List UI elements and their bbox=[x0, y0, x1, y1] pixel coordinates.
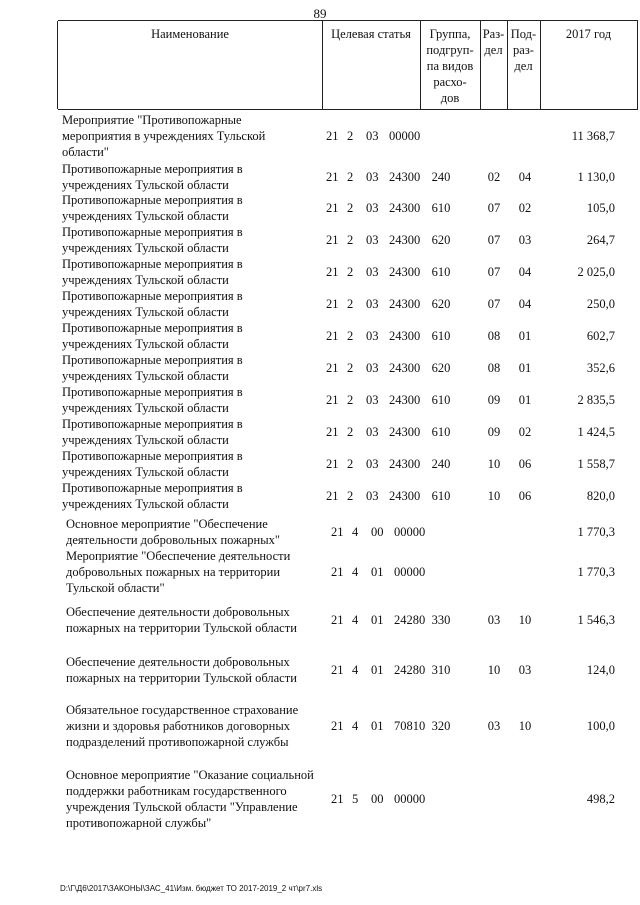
row-group: 240 bbox=[431, 170, 451, 184]
row-group: 320 bbox=[431, 719, 451, 733]
row-razdel: 02 bbox=[487, 170, 501, 184]
row-group: 610 bbox=[431, 489, 451, 503]
row-group: 620 bbox=[431, 361, 451, 375]
row-name: Обеспечение деятельности добровольных пожарных на территории Тульской области bbox=[66, 605, 297, 635]
row-name: Противопожарные мероприятия в учреждениях Тульской области bbox=[62, 193, 243, 223]
table-row bbox=[0, 352, 640, 384]
target-c1: 21 bbox=[326, 201, 339, 215]
row-podrazdel: 02 bbox=[518, 201, 532, 215]
target-c4: 24300 bbox=[389, 233, 421, 247]
target-c1: 21 bbox=[331, 525, 344, 539]
row-name: Противопожарные мероприятия в учреждениях Тульской области bbox=[62, 353, 243, 383]
row-name: Основное мероприятие "Обеспечение деятельности добровольных пожарных" bbox=[66, 517, 280, 547]
target-c2: 2 bbox=[347, 457, 354, 471]
row-amount: 602,7 bbox=[586, 329, 615, 343]
row-group: 610 bbox=[431, 201, 451, 215]
table-row bbox=[0, 767, 640, 831]
table-row bbox=[0, 224, 640, 256]
row-razdel: 10 bbox=[487, 663, 501, 677]
table-header bbox=[58, 20, 638, 110]
target-c3: 03 bbox=[366, 297, 379, 311]
target-c2: 2 bbox=[347, 201, 354, 215]
table-row bbox=[0, 448, 640, 480]
row-podrazdel: 06 bbox=[518, 489, 532, 503]
row-razdel: 07 bbox=[487, 233, 501, 247]
table-row bbox=[0, 320, 640, 352]
table-row bbox=[0, 516, 640, 548]
row-razdel: 09 bbox=[487, 425, 501, 439]
table-row bbox=[0, 384, 640, 416]
row-group: 330 bbox=[431, 613, 451, 627]
target-c1: 21 bbox=[326, 129, 339, 143]
target-c1: 21 bbox=[331, 663, 344, 677]
row-razdel: 03 bbox=[487, 719, 501, 733]
target-c2: 2 bbox=[347, 393, 354, 407]
target-c1: 21 bbox=[326, 457, 339, 471]
row-name: Основное мероприятие "Оказание социальной поддержки работникам государственного учреждения Тульской области "Управление противопожарной службы" bbox=[66, 768, 314, 830]
target-c2: 4 bbox=[352, 613, 359, 627]
row-podrazdel: 04 bbox=[518, 297, 532, 311]
target-c2: 2 bbox=[347, 265, 354, 279]
target-c3: 00 bbox=[371, 525, 384, 539]
row-group: 610 bbox=[431, 265, 451, 279]
target-c2: 2 bbox=[347, 233, 354, 247]
row-group: 620 bbox=[431, 233, 451, 247]
row-amount: 264,7 bbox=[586, 233, 615, 247]
target-c2: 2 bbox=[347, 489, 354, 503]
table-row bbox=[0, 654, 640, 686]
row-podrazdel: 10 bbox=[518, 719, 532, 733]
row-podrazdel: 01 bbox=[518, 329, 532, 343]
row-amount: 1 770,3 bbox=[577, 525, 615, 539]
target-c4: 24300 bbox=[389, 425, 421, 439]
target-c3: 01 bbox=[371, 719, 384, 733]
row-amount: 1 546,3 bbox=[577, 613, 615, 627]
table-row bbox=[0, 112, 640, 160]
target-c1: 21 bbox=[326, 361, 339, 375]
row-amount: 11 368,7 bbox=[571, 129, 615, 143]
row-amount: 2 835,5 bbox=[577, 393, 615, 407]
target-c3: 03 bbox=[366, 265, 379, 279]
header-year: 2017 год bbox=[565, 27, 612, 41]
target-c1: 21 bbox=[326, 425, 339, 439]
header-podrazdel: Под- раз- дел bbox=[510, 27, 537, 73]
table-row bbox=[0, 548, 640, 596]
target-c2: 4 bbox=[352, 525, 359, 539]
row-amount: 498,2 bbox=[586, 792, 615, 806]
row-podrazdel: 04 bbox=[518, 265, 532, 279]
row-name: Мероприятие "Обеспечение деятельности добровольных пожарных на территории Тульской области" bbox=[66, 549, 291, 595]
row-razdel: 08 bbox=[487, 329, 501, 343]
target-c1: 21 bbox=[326, 393, 339, 407]
target-c4: 00000 bbox=[394, 525, 426, 539]
row-amount: 250,0 bbox=[586, 297, 615, 311]
target-c2: 2 bbox=[347, 425, 354, 439]
table-row bbox=[0, 480, 640, 512]
row-name: Противопожарные мероприятия в учреждениях Тульской области bbox=[62, 225, 243, 255]
row-razdel: 09 bbox=[487, 393, 501, 407]
row-name: Мероприятие "Противопожарные мероприятия в учреждениях Тульской области" bbox=[62, 113, 266, 159]
row-amount: 124,0 bbox=[586, 663, 615, 677]
target-c3: 03 bbox=[366, 489, 379, 503]
row-name: Обеспечение деятельности добровольных пожарных на территории Тульской области bbox=[66, 655, 297, 685]
row-group: 310 bbox=[431, 663, 451, 677]
row-razdel: 07 bbox=[487, 265, 501, 279]
page-number: 89 bbox=[313, 6, 327, 21]
target-c4: 24280 bbox=[394, 613, 426, 627]
target-c4: 24300 bbox=[389, 170, 421, 184]
row-group: 610 bbox=[431, 393, 451, 407]
row-amount: 1 424,5 bbox=[577, 425, 615, 439]
target-c1: 21 bbox=[331, 719, 344, 733]
row-name: Обязательное государственное страхование жизни и здоровья работников договорных подразделений противопожарной службы bbox=[66, 703, 299, 749]
target-c1: 21 bbox=[331, 792, 344, 806]
target-c3: 03 bbox=[366, 233, 379, 247]
target-c2: 2 bbox=[347, 170, 354, 184]
target-c4: 24300 bbox=[389, 393, 421, 407]
row-podrazdel: 03 bbox=[518, 233, 532, 247]
row-group: 620 bbox=[431, 297, 451, 311]
target-c4: 00000 bbox=[394, 792, 426, 806]
row-razdel: 10 bbox=[487, 489, 501, 503]
row-amount: 105,0 bbox=[586, 201, 615, 215]
target-c1: 21 bbox=[326, 297, 339, 311]
row-podrazdel: 02 bbox=[518, 425, 532, 439]
target-c2: 2 bbox=[347, 361, 354, 375]
row-name: Противопожарные мероприятия в учреждениях Тульской области bbox=[62, 321, 243, 351]
row-podrazdel: 01 bbox=[518, 361, 532, 375]
row-podrazdel: 04 bbox=[518, 170, 532, 184]
row-podrazdel: 10 bbox=[518, 613, 532, 627]
footer-file-path: D:\Г\Д6\2017\ЗАКОНЫ\ЗАС_41\Изм. бюджет ТО 2017-2019_2 чт\pr7.xls bbox=[60, 884, 323, 893]
target-c4: 24300 bbox=[389, 329, 421, 343]
table-row bbox=[0, 192, 640, 224]
target-c4: 00000 bbox=[389, 129, 421, 143]
target-c3: 01 bbox=[371, 565, 384, 579]
target-c4: 24300 bbox=[389, 265, 421, 279]
target-c1: 21 bbox=[331, 565, 344, 579]
target-c1: 21 bbox=[326, 265, 339, 279]
target-c4: 24300 bbox=[389, 201, 421, 215]
header-name: Наименование bbox=[151, 27, 229, 41]
target-c2: 2 bbox=[347, 329, 354, 343]
row-amount: 1 558,7 bbox=[577, 457, 615, 471]
target-c3: 03 bbox=[366, 457, 379, 471]
target-c4: 24300 bbox=[389, 297, 421, 311]
target-c1: 21 bbox=[326, 489, 339, 503]
target-c3: 03 bbox=[366, 170, 379, 184]
target-c3: 03 bbox=[366, 361, 379, 375]
target-c3: 01 bbox=[371, 663, 384, 677]
row-razdel: 08 bbox=[487, 361, 501, 375]
target-c3: 00 bbox=[371, 792, 384, 806]
target-c4: 24300 bbox=[389, 457, 421, 471]
table-row bbox=[0, 288, 640, 320]
table-row bbox=[0, 604, 640, 636]
target-c1: 21 bbox=[326, 170, 339, 184]
row-podrazdel: 06 bbox=[518, 457, 532, 471]
target-c1: 21 bbox=[331, 613, 344, 627]
row-podrazdel: 01 bbox=[518, 393, 532, 407]
row-name: Противопожарные мероприятия в учреждениях Тульской области bbox=[62, 385, 243, 415]
row-razdel: 10 bbox=[487, 457, 501, 471]
target-c3: 03 bbox=[366, 393, 379, 407]
row-group: 240 bbox=[431, 457, 451, 471]
row-name: Противопожарные мероприятия в учреждениях Тульской области bbox=[62, 257, 243, 287]
target-c2: 5 bbox=[352, 792, 359, 806]
row-amount: 100,0 bbox=[586, 719, 615, 733]
target-c1: 21 bbox=[326, 329, 339, 343]
header-group: Группа, подгруп- па видов расхо- дов bbox=[426, 27, 474, 105]
target-c2: 2 bbox=[347, 129, 354, 143]
target-c3: 03 bbox=[366, 425, 379, 439]
row-amount: 1 130,0 bbox=[577, 170, 615, 184]
header-razdel: Раз- дел bbox=[482, 27, 505, 57]
row-name: Противопожарные мероприятия в учреждениях Тульской области bbox=[62, 481, 243, 511]
row-razdel: 07 bbox=[487, 297, 501, 311]
target-c4: 24300 bbox=[389, 489, 421, 503]
row-name: Противопожарные мероприятия в учреждениях Тульской области bbox=[62, 162, 243, 192]
row-amount: 352,6 bbox=[586, 361, 615, 375]
target-c4: 00000 bbox=[394, 565, 426, 579]
target-c4: 24280 bbox=[394, 663, 426, 677]
row-razdel: 03 bbox=[487, 613, 501, 627]
target-c2: 2 bbox=[347, 297, 354, 311]
table-row bbox=[0, 702, 640, 750]
row-name: Противопожарные мероприятия в учреждениях Тульской области bbox=[62, 449, 243, 479]
row-amount: 1 770,3 bbox=[577, 565, 615, 579]
target-c3: 01 bbox=[371, 613, 384, 627]
row-podrazdel: 03 bbox=[518, 663, 532, 677]
row-amount: 2 025,0 bbox=[577, 265, 615, 279]
table-row bbox=[0, 161, 640, 193]
target-c2: 4 bbox=[352, 565, 359, 579]
row-group: 610 bbox=[431, 425, 451, 439]
table-row bbox=[0, 416, 640, 448]
target-c3: 03 bbox=[366, 129, 379, 143]
target-c3: 03 bbox=[366, 329, 379, 343]
table-row bbox=[0, 256, 640, 288]
target-c4: 70810 bbox=[394, 719, 426, 733]
row-razdel: 07 bbox=[487, 201, 501, 215]
target-c2: 4 bbox=[352, 663, 359, 677]
row-name: Противопожарные мероприятия в учреждениях Тульской области bbox=[62, 417, 243, 447]
target-c3: 03 bbox=[366, 201, 379, 215]
target-c2: 4 bbox=[352, 719, 359, 733]
row-name: Противопожарные мероприятия в учреждениях Тульской области bbox=[62, 289, 243, 319]
row-group: 610 bbox=[431, 329, 451, 343]
header-target-article: Целевая статья bbox=[331, 27, 411, 41]
row-amount: 820,0 bbox=[586, 489, 615, 503]
target-c4: 24300 bbox=[389, 361, 421, 375]
target-c1: 21 bbox=[326, 233, 339, 247]
